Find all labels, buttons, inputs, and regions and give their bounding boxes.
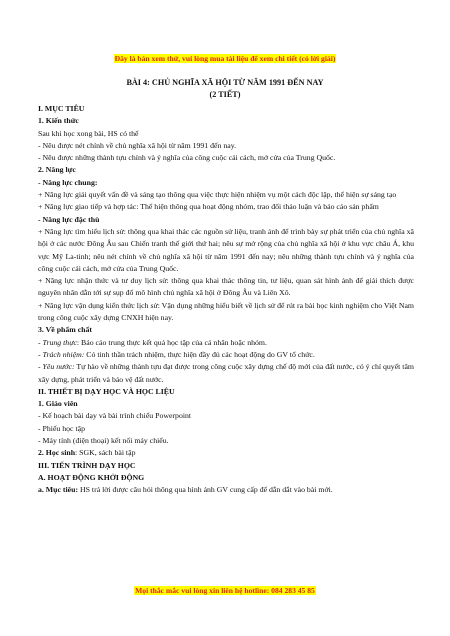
student-line bbox=[38, 447, 414, 459]
goal-label: a. Mục tiêu: bbox=[38, 485, 79, 495]
quality-label: - Trách nhiệm: bbox=[38, 349, 85, 359]
hotline-banner bbox=[0, 586, 450, 596]
quality-text: : Báo cáo trung thực kết quả học tập của cá nhân hoặc nhóm. bbox=[76, 337, 267, 347]
quality-item bbox=[38, 337, 414, 349]
section-heading-process: III. TIẾN TRÌNH DẠY HỌC bbox=[38, 460, 136, 470]
knowledge-item: - Nêu được những thành tựu chính và ý nghĩa của công cuộc cải cách, mở cửa của Trung Quốc. bbox=[38, 153, 336, 163]
quality-item bbox=[38, 349, 414, 361]
teacher-item: - Phiếu học tập bbox=[38, 423, 85, 433]
lesson-title: BÀI 4: CHỦ NGHĨA XÃ HỘI TỪ NĂM 1991 ĐẾN NAY bbox=[126, 78, 324, 87]
lesson-duration: (2 TIẾT) bbox=[209, 90, 241, 99]
specific-competency-item: + Năng lực vận dụng kiến thức lịch sử: Vận dụng những hiểu biết về lịch sử để rút ra bài học kinh nghiệm cho Việt Nam trong công cuộc xây dựng CNXH hiện nay. bbox=[38, 300, 414, 323]
document-body bbox=[38, 103, 414, 497]
student-label: 2. Học sinh bbox=[38, 448, 76, 458]
general-competency-item: + Năng lực giải quyết vấn đề và sáng tạo thông qua việc thực hiện nhiệm vụ một cách độc lập, thể hiện sự sáng tạo bbox=[38, 190, 397, 200]
specific-competency-item: + Năng lực nhận thức và tư duy lịch sử: thông qua khai thác thông tin, tư liệu, quan sát hình ảnh để giải thích được nguyên nhân dẫn tới sự sụp đổ mô hình chủ nghĩa xã hội ở Đông Âu và Liên Xô. bbox=[38, 276, 414, 298]
general-competency-item: + Năng lực giao tiếp và hợp tác: Thể hiện thông qua hoạt động nhóm, trao đổi thảo luận và báo cáo sản phẩm bbox=[38, 202, 379, 212]
general-competency-heading: - Năng lực chung: bbox=[38, 177, 98, 187]
quality-label: - Trung thực bbox=[38, 337, 77, 347]
knowledge-item: - Nêu được nét chính về chủ nghĩa xã hội từ năm 1991 đến nay. bbox=[38, 140, 237, 150]
warmup-goal bbox=[38, 484, 414, 496]
quality-item bbox=[38, 361, 414, 386]
quality-text: Tự hào về những thành tựu đạt được trong công cuộc xây dựng chế độ mới của đất nước, có ý chí quyết tâm xây dựng, phát triển và bảo vệ đất nước. bbox=[38, 362, 414, 384]
subheading-competency: 2. Năng lực bbox=[38, 165, 76, 175]
subheading-qualities: 3. Về phẩm chất bbox=[38, 325, 93, 335]
section-heading-objectives: I. MỤC TIÊU bbox=[38, 104, 85, 113]
section-heading-equipment: II. THIẾT BỊ DẠY HỌC VÀ HỌC LIỆU bbox=[38, 386, 175, 396]
quality-text: Có tinh thần trách nhiệm, thực hiện đầy đủ các hoạt động do GV tổ chức. bbox=[84, 349, 315, 359]
subheading-teacher: 1. Giáo viên bbox=[38, 399, 78, 409]
knowledge-intro: Sau khi học xong bài, HS có thể bbox=[38, 128, 139, 138]
specific-competency-item: + Năng lực tìm hiểu lịch sử: thông qua khai thác các nguồn sử liệu, tranh ảnh để trình bày sự phát triển của chủ nghĩa xã hội ở các nước Đông Âu sau Chiến tranh thế giới thứ hai; nêu sự mở rộng của chủ nghĩa xã hội ở khu vực châu Á, khu vực Mỹ La-tinh; nêu nét chính về chủ nghĩa xã hội từ năm 1991 đến nay; nêu những thành tựu chính và ý nghĩa của công cuộc cải cách, mở cửa của Trung Quốc. bbox=[38, 226, 414, 273]
preview-banner-text: Đây là bản xem thử, vui lòng mua tài liệu để xem chi tiết (có lời giải) bbox=[114, 54, 336, 63]
teacher-item: - Máy tính (điện thoại) kết nối máy chiếu. bbox=[38, 436, 169, 446]
quality-label: - Yêu nước: bbox=[38, 362, 75, 372]
teacher-item: - Kế hoạch bài dạy và bài trình chiếu Powerpoint bbox=[38, 411, 192, 421]
goal-text: HS trả lời được câu hỏi thông qua hình ảnh GV cung cấp để dẫn dắt vào bài mới. bbox=[78, 485, 333, 495]
specific-competency-heading: - Năng lực đặc thù bbox=[38, 214, 100, 224]
subheading-knowledge: 1. Kiến thức bbox=[38, 116, 79, 126]
subheading-warmup: A. HOẠT ĐỘNG KHỞI ĐỘNG bbox=[38, 472, 145, 482]
student-text: : SGK, sách bài tập bbox=[75, 448, 136, 458]
hotline-banner-text: Mọi thắc mắc vui lòng xin liên hệ hotline: 084 283 45 85 bbox=[135, 586, 315, 595]
preview-banner bbox=[0, 54, 450, 64]
